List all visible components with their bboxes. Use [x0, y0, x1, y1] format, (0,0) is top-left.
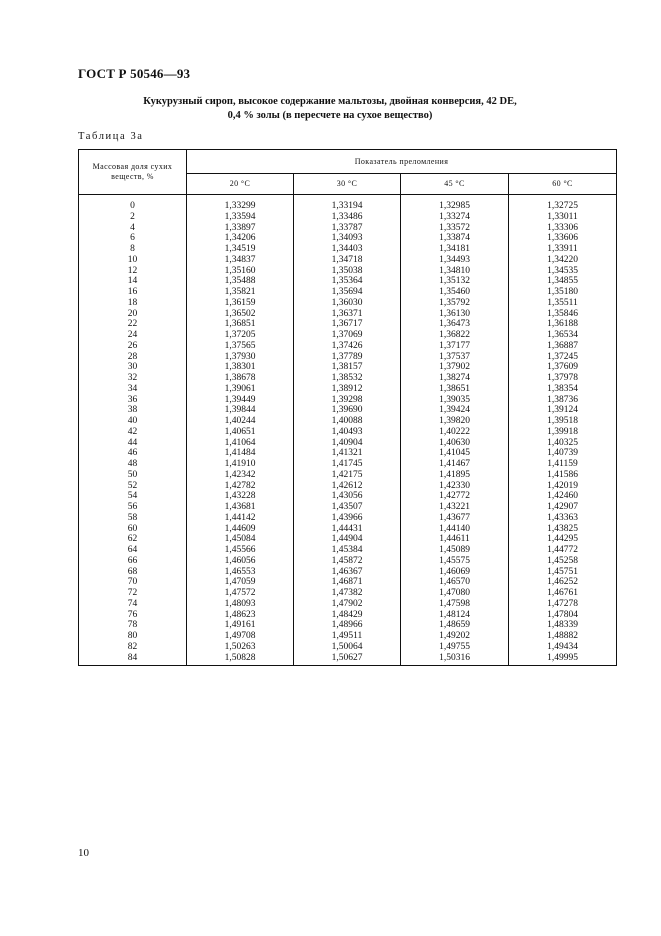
- refractive-index-cell: 1,48339: [509, 620, 617, 631]
- dry-matter-cell: 26: [79, 341, 187, 352]
- refractive-index-cell: 1,40244: [187, 416, 294, 427]
- refractive-index-cell: 1,37565: [187, 341, 294, 352]
- refractive-index-cell: 1,48429: [294, 610, 401, 621]
- table-row: [79, 319, 617, 330]
- page-number: 10: [78, 847, 89, 859]
- refractive-index-cell: 1,33306: [509, 223, 617, 234]
- refractive-index-cell: 1,37069: [294, 330, 401, 341]
- refractive-index-cell: 1,36717: [294, 319, 401, 330]
- refractive-index-cell: 1,46553: [187, 567, 294, 578]
- dry-matter-cell: 62: [79, 534, 187, 545]
- dry-matter-cell: 60: [79, 524, 187, 535]
- dry-matter-cell: 48: [79, 459, 187, 470]
- dry-matter-cell: 82: [79, 642, 187, 653]
- refractive-index-cell: 1,42019: [509, 481, 617, 492]
- refractive-index-cell: 1,39298: [294, 395, 401, 406]
- dry-matter-cell: 38: [79, 405, 187, 416]
- table-row: [79, 481, 617, 492]
- refractive-index-cell: 1,42342: [187, 470, 294, 481]
- dry-matter-cell: 68: [79, 567, 187, 578]
- refractive-index-cell: 1,38354: [509, 384, 617, 395]
- refractive-index-cell: 1,43507: [294, 502, 401, 513]
- dry-matter-cell: 42: [79, 427, 187, 438]
- refractive-index-cell: 1,46056: [187, 556, 294, 567]
- refractive-index-cell: 1,41586: [509, 470, 617, 481]
- refractive-index-cell: 1,43228: [187, 491, 294, 502]
- refractive-index-cell: 1,36887: [509, 341, 617, 352]
- refractive-index-cell: 1,33594: [187, 212, 294, 223]
- dry-matter-cell: 10: [79, 255, 187, 266]
- refractive-index-cell: 1,35160: [187, 266, 294, 277]
- refractive-index-cell: 1,45258: [509, 556, 617, 567]
- refractive-index-cell: 1,48093: [187, 599, 294, 610]
- table-row: [79, 233, 617, 244]
- refractive-index-cell: 1,44142: [187, 513, 294, 524]
- refractive-index-cell: 1,49161: [187, 620, 294, 631]
- refractive-index-cell: 1,39690: [294, 405, 401, 416]
- refractive-index-cell: 1,50627: [294, 653, 401, 666]
- refractive-index-cell: 1,37789: [294, 352, 401, 363]
- refractive-index-cell: 1,36473: [401, 319, 509, 330]
- table-row: [79, 556, 617, 567]
- refractive-index-cell: 1,36851: [187, 319, 294, 330]
- refractive-index-cell: 1,35846: [509, 309, 617, 320]
- table-row: [79, 513, 617, 524]
- refractive-index-cell: 1,43221: [401, 502, 509, 513]
- refractive-index-cell: 1,35488: [187, 276, 294, 287]
- refractive-index-cell: 1,49202: [401, 631, 509, 642]
- refractive-index-cell: 1,46761: [509, 588, 617, 599]
- refractive-index-cell: 1,42460: [509, 491, 617, 502]
- refractive-index-cell: 1,50263: [187, 642, 294, 653]
- refractive-index-cell: 1,40651: [187, 427, 294, 438]
- refractive-index-cell: 1,44140: [401, 524, 509, 535]
- table-row: [79, 448, 617, 459]
- refractive-index-cell: 1,36159: [187, 298, 294, 309]
- refractive-index-cell: 1,47382: [294, 588, 401, 599]
- dry-matter-cell: 6: [79, 233, 187, 244]
- refractive-index-cell: 1,40325: [509, 438, 617, 449]
- refractive-index-cell: 1,42330: [401, 481, 509, 492]
- refractive-index-cell: 1,46367: [294, 567, 401, 578]
- table-row: [79, 599, 617, 610]
- refractive-index-cell: 1,49511: [294, 631, 401, 642]
- refractive-index-cell: 1,45575: [401, 556, 509, 567]
- refractive-index-cell: 1,40630: [401, 438, 509, 449]
- table-row: [79, 212, 617, 223]
- refractive-index-cell: 1,37902: [401, 362, 509, 373]
- refractive-index-cell: 1,44772: [509, 545, 617, 556]
- table-row: [79, 438, 617, 449]
- refractive-index-cell: 1,34855: [509, 276, 617, 287]
- refractive-index-cell: 1,39061: [187, 384, 294, 395]
- table-row: [79, 244, 617, 255]
- dry-matter-cell: 16: [79, 287, 187, 298]
- refractive-index-cell: 1,38651: [401, 384, 509, 395]
- refractive-index-cell: 1,33897: [187, 223, 294, 234]
- refractive-index-cell: 1,37978: [509, 373, 617, 384]
- table-row: [79, 223, 617, 234]
- refractive-index-cell: 1,37609: [509, 362, 617, 373]
- refractive-index-cell: 1,33606: [509, 233, 617, 244]
- refractive-index-cell: 1,35132: [401, 276, 509, 287]
- table-row: [79, 620, 617, 631]
- refractive-index-cell: 1,43825: [509, 524, 617, 535]
- refractive-index-cell: 1,43966: [294, 513, 401, 524]
- table-row: [79, 524, 617, 535]
- refractive-index-cell: 1,38912: [294, 384, 401, 395]
- refractive-index-cell: 1,47059: [187, 577, 294, 588]
- refractive-index-cell: 1,41745: [294, 459, 401, 470]
- table-title-line-1: Кукурузный сироп, высокое содержание мальтозы, двойная конверсия, 42 DE,: [143, 96, 517, 107]
- dry-matter-cell: 72: [79, 588, 187, 599]
- refractive-index-cell: 1,39820: [401, 416, 509, 427]
- dry-matter-cell: 78: [79, 620, 187, 631]
- dry-matter-cell: 2: [79, 212, 187, 223]
- table-row: [79, 502, 617, 513]
- dry-matter-cell: 32: [79, 373, 187, 384]
- refractive-index-cell: 1,34220: [509, 255, 617, 266]
- refractive-index-cell: 1,44295: [509, 534, 617, 545]
- dry-matter-cell: 40: [79, 416, 187, 427]
- dry-matter-cell: 4: [79, 223, 187, 234]
- refractive-index-cell: 1,42612: [294, 481, 401, 492]
- refractive-index-cell: 1,38274: [401, 373, 509, 384]
- refractive-index-cell: 1,35460: [401, 287, 509, 298]
- refractive-index-cell: 1,48124: [401, 610, 509, 621]
- refractive-index-cell: 1,34493: [401, 255, 509, 266]
- table-row: [79, 631, 617, 642]
- table-row: [79, 266, 617, 277]
- refractive-index-cell: 1,39035: [401, 395, 509, 406]
- dry-matter-cell: 28: [79, 352, 187, 363]
- refractive-index-cell: 1,37537: [401, 352, 509, 363]
- refractive-index-cell: 1,35180: [509, 287, 617, 298]
- refractive-index-cell: 1,34810: [401, 266, 509, 277]
- refractive-index-cell: 1,40088: [294, 416, 401, 427]
- refractive-index-cell: 1,33911: [509, 244, 617, 255]
- refractive-index-cell: 1,36130: [401, 309, 509, 320]
- refractive-index-cell: 1,46570: [401, 577, 509, 588]
- dry-matter-cell: 66: [79, 556, 187, 567]
- dry-matter-cell: 36: [79, 395, 187, 406]
- refractive-index-cell: 1,34837: [187, 255, 294, 266]
- refractive-index-cell: 1,44611: [401, 534, 509, 545]
- dry-matter-column-header: Массовая доля сухих веществ, %: [79, 150, 187, 195]
- refractive-index-cell: 1,42772: [401, 491, 509, 502]
- dry-matter-cell: 80: [79, 631, 187, 642]
- refractive-index-cell: 1,34519: [187, 244, 294, 255]
- refractive-index-cell: 1,33486: [294, 212, 401, 223]
- temperature-header-2: 30 °С: [294, 173, 401, 194]
- refractive-index-cell: 1,36534: [509, 330, 617, 341]
- refractive-index-cell: 1,33274: [401, 212, 509, 223]
- table-row: [79, 491, 617, 502]
- refractive-index-cell: 1,37426: [294, 341, 401, 352]
- refractive-index-cell: 1,47278: [509, 599, 617, 610]
- table-row: [79, 195, 617, 212]
- dry-matter-cell: 74: [79, 599, 187, 610]
- refractive-index-cell: 1,33194: [294, 195, 401, 212]
- refractive-index-cell: 1,35792: [401, 298, 509, 309]
- refractive-index-cell: 1,35821: [187, 287, 294, 298]
- refractive-index-cell: 1,34718: [294, 255, 401, 266]
- table-row: [79, 287, 617, 298]
- refractive-index-group-header: Показатель преломления: [187, 150, 617, 174]
- table-row: [79, 341, 617, 352]
- refractive-index-cell: 1,33874: [401, 233, 509, 244]
- refractive-index-cell: 1,40904: [294, 438, 401, 449]
- dry-matter-cell: 20: [79, 309, 187, 320]
- refractive-index-cell: 1,45384: [294, 545, 401, 556]
- refractive-index-cell: 1,39449: [187, 395, 294, 406]
- table-row: [79, 534, 617, 545]
- refractive-index-cell: 1,33299: [187, 195, 294, 212]
- refractive-index-cell: 1,41484: [187, 448, 294, 459]
- refractive-index-cell: 1,37177: [401, 341, 509, 352]
- dry-matter-cell: 54: [79, 491, 187, 502]
- refractive-index-cell: 1,47902: [294, 599, 401, 610]
- table-row: [79, 470, 617, 481]
- refractive-index-cell: 1,38157: [294, 362, 401, 373]
- refractive-index-cell: 1,39518: [509, 416, 617, 427]
- refractive-index-cell: 1,37930: [187, 352, 294, 363]
- refractive-index-cell: 1,34403: [294, 244, 401, 255]
- table-row: [79, 362, 617, 373]
- refractive-index-cell: 1,36822: [401, 330, 509, 341]
- dry-matter-cell: 22: [79, 319, 187, 330]
- refractive-index-cell: 1,44431: [294, 524, 401, 535]
- table-row: [79, 545, 617, 556]
- refractive-index-cell: 1,43677: [401, 513, 509, 524]
- refractive-index-cell: 1,40493: [294, 427, 401, 438]
- refractive-index-cell: 1,39844: [187, 405, 294, 416]
- refractive-index-cell: 1,42175: [294, 470, 401, 481]
- table-row: [79, 384, 617, 395]
- refractive-index-cell: 1,50064: [294, 642, 401, 653]
- refractive-index-cell: 1,43056: [294, 491, 401, 502]
- temperature-header-1: 20 °С: [187, 173, 294, 194]
- refractive-index-cell: 1,47572: [187, 588, 294, 599]
- dry-matter-cell: 14: [79, 276, 187, 287]
- dry-matter-cell: 34: [79, 384, 187, 395]
- refractive-index-cell: 1,39918: [509, 427, 617, 438]
- table-row: [79, 309, 617, 320]
- dry-matter-cell: 50: [79, 470, 187, 481]
- dry-matter-cell: 8: [79, 244, 187, 255]
- refractive-index-cell: 1,38301: [187, 362, 294, 373]
- table-row: [79, 395, 617, 406]
- table-row: [79, 588, 617, 599]
- dry-matter-cell: 12: [79, 266, 187, 277]
- refractive-index-cell: 1,42782: [187, 481, 294, 492]
- table-row: [79, 373, 617, 384]
- refractive-index-cell: 1,44904: [294, 534, 401, 545]
- refractive-index-cell: 1,49708: [187, 631, 294, 642]
- refractive-index-cell: 1,34093: [294, 233, 401, 244]
- refractive-index-cell: 1,33011: [509, 212, 617, 223]
- refractive-index-cell: 1,36371: [294, 309, 401, 320]
- refractive-index-cell: 1,35038: [294, 266, 401, 277]
- refractive-index-cell: 1,38736: [509, 395, 617, 406]
- refractive-index-cell: 1,41910: [187, 459, 294, 470]
- refractive-index-cell: 1,34206: [187, 233, 294, 244]
- table-body: [79, 195, 617, 666]
- refractive-index-cell: 1,38532: [294, 373, 401, 384]
- refractive-index-cell: 1,36030: [294, 298, 401, 309]
- refractive-index-cell: 1,40222: [401, 427, 509, 438]
- refractive-index-cell: 1,49755: [401, 642, 509, 653]
- dry-matter-cell: 0: [79, 195, 187, 212]
- table-row: [79, 255, 617, 266]
- table-row: [79, 459, 617, 470]
- refractive-index-cell: 1,33572: [401, 223, 509, 234]
- refractive-index-cell: 1,42907: [509, 502, 617, 513]
- refractive-index-cell: 1,32985: [401, 195, 509, 212]
- refractive-index-cell: 1,44609: [187, 524, 294, 535]
- refractive-index-cell: 1,36188: [509, 319, 617, 330]
- refractive-index-cell: 1,41895: [401, 470, 509, 481]
- dry-matter-cell: 18: [79, 298, 187, 309]
- refractive-index-cell: 1,32725: [509, 195, 617, 212]
- refractive-index-cell: 1,48882: [509, 631, 617, 642]
- refractive-index-cell: 1,41064: [187, 438, 294, 449]
- refractive-index-cell: 1,40739: [509, 448, 617, 459]
- refractive-index-cell: 1,41045: [401, 448, 509, 459]
- refractive-index-cell: 1,48623: [187, 610, 294, 621]
- refractive-index-table: [78, 149, 617, 666]
- table-row: [79, 416, 617, 427]
- refractive-index-cell: 1,49434: [509, 642, 617, 653]
- refractive-index-cell: 1,47804: [509, 610, 617, 621]
- dry-matter-cell: 70: [79, 577, 187, 588]
- refractive-index-cell: 1,45566: [187, 545, 294, 556]
- refractive-index-cell: 1,37205: [187, 330, 294, 341]
- refractive-index-cell: 1,36502: [187, 309, 294, 320]
- table-row: [79, 298, 617, 309]
- refractive-index-cell: 1,50828: [187, 653, 294, 666]
- dry-matter-cell: 64: [79, 545, 187, 556]
- refractive-index-cell: 1,49995: [509, 653, 617, 666]
- document-code: ГОСТ Р 50546—93: [78, 66, 191, 81]
- refractive-index-cell: 1,48966: [294, 620, 401, 631]
- dry-matter-cell: 84: [79, 653, 187, 666]
- refractive-index-cell: 1,39424: [401, 405, 509, 416]
- table-number-label: Таблица 3а: [78, 131, 144, 142]
- table-row: [79, 276, 617, 287]
- refractive-index-cell: 1,35511: [509, 298, 617, 309]
- refractive-index-cell: 1,45872: [294, 556, 401, 567]
- table-row: [79, 330, 617, 341]
- refractive-index-cell: 1,41467: [401, 459, 509, 470]
- refractive-index-cell: 1,33787: [294, 223, 401, 234]
- table-row: [79, 577, 617, 588]
- temperature-header-3: 45 °С: [401, 173, 509, 194]
- dry-matter-cell: 56: [79, 502, 187, 513]
- refractive-index-cell: 1,38678: [187, 373, 294, 384]
- table-row: [79, 610, 617, 621]
- table-row: [79, 352, 617, 363]
- dry-matter-cell: 58: [79, 513, 187, 524]
- refractive-index-cell: 1,46871: [294, 577, 401, 588]
- refractive-index-cell: 1,47598: [401, 599, 509, 610]
- refractive-index-cell: 1,41321: [294, 448, 401, 459]
- temperature-header-4: 60 °С: [509, 173, 617, 194]
- table-row: [79, 653, 617, 666]
- dry-matter-cell: 30: [79, 362, 187, 373]
- refractive-index-cell: 1,43363: [509, 513, 617, 524]
- refractive-index-cell: 1,43681: [187, 502, 294, 513]
- refractive-index-cell: 1,35364: [294, 276, 401, 287]
- dry-matter-cell: 44: [79, 438, 187, 449]
- refractive-index-cell: 1,35694: [294, 287, 401, 298]
- refractive-index-cell: 1,45751: [509, 567, 617, 578]
- refractive-index-cell: 1,46252: [509, 577, 617, 588]
- table-title: [120, 95, 540, 123]
- dry-matter-cell: 52: [79, 481, 187, 492]
- table-title-line-2: 0,4 % золы (в пересчете на сухое вещество): [227, 110, 433, 121]
- refractive-index-cell: 1,48659: [401, 620, 509, 631]
- refractive-index-cell: 1,45089: [401, 545, 509, 556]
- refractive-index-cell: 1,37245: [509, 352, 617, 363]
- refractive-index-cell: 1,41159: [509, 459, 617, 470]
- refractive-index-cell: 1,45084: [187, 534, 294, 545]
- dry-matter-cell: 24: [79, 330, 187, 341]
- table-row: [79, 427, 617, 438]
- refractive-index-cell: 1,46069: [401, 567, 509, 578]
- dry-matter-cell: 76: [79, 610, 187, 621]
- refractive-index-cell: 1,47080: [401, 588, 509, 599]
- dry-matter-cell: 46: [79, 448, 187, 459]
- table-row: [79, 567, 617, 578]
- refractive-index-cell: 1,34535: [509, 266, 617, 277]
- table-row: [79, 642, 617, 653]
- refractive-index-cell: 1,34181: [401, 244, 509, 255]
- table-row: [79, 405, 617, 416]
- refractive-index-cell: 1,50316: [401, 653, 509, 666]
- refractive-index-cell: 1,39124: [509, 405, 617, 416]
